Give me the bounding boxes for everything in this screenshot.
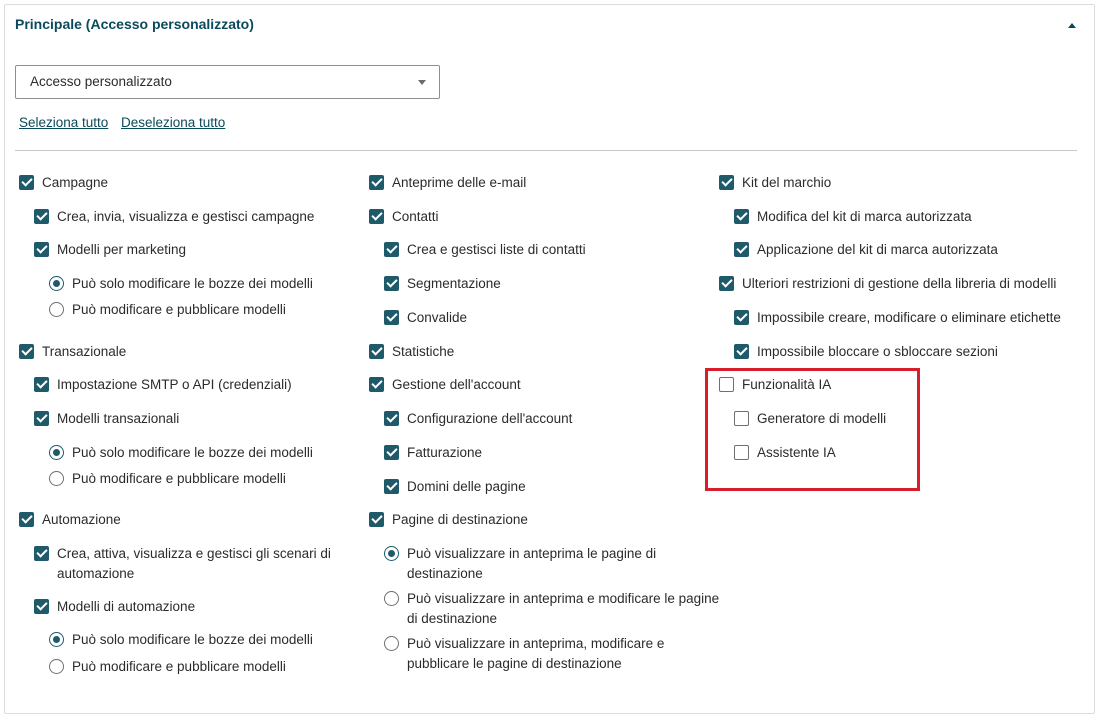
- checkbox-restrizioni[interactable]: [719, 274, 1056, 294]
- radio-pd-visualizzare[interactable]: [384, 544, 656, 584]
- checkbox-label: Modelli di automazione: [57, 599, 196, 614]
- checkbox-checked-icon[interactable]: [369, 512, 384, 527]
- label-line: Crea, attiva, visualizza e gestisci gli scenari di: [57, 546, 331, 561]
- checkbox-label: Impossibile bloccare o sbloccare sezioni: [757, 344, 998, 359]
- radio-ma-pubblicare[interactable]: [49, 657, 286, 677]
- checkbox-kit-modifica[interactable]: [734, 207, 972, 227]
- checkbox-contatti[interactable]: [369, 207, 439, 227]
- checkbox-campagne[interactable]: [19, 173, 108, 193]
- checkbox-label: Modelli per marketing: [57, 242, 187, 257]
- checkbox-convalide[interactable]: [384, 308, 467, 328]
- checkbox-auto-crea[interactable]: [34, 544, 331, 584]
- radio-mm-bozze[interactable]: [49, 274, 313, 294]
- label-line: Può visualizzare in anteprima e modificare le pagine: [407, 591, 720, 606]
- chevron-down-icon: [418, 80, 426, 85]
- checkbox-label: Campagne: [42, 175, 109, 190]
- checkbox-label: Impossibile creare, modificare o eliminare etichette: [757, 310, 1061, 325]
- radio-selected-icon[interactable]: [49, 632, 64, 647]
- checkbox-etichette[interactable]: [734, 308, 1061, 328]
- checkbox-label: Ulteriori restrizioni di gestione della libreria di modelli: [742, 276, 1057, 291]
- checkbox-checked-icon[interactable]: [369, 377, 384, 392]
- access-level-select[interactable]: [15, 65, 440, 99]
- checkbox-label: Crea e gestisci liste di contatti: [407, 242, 586, 257]
- radio-unselected-icon[interactable]: [49, 302, 64, 317]
- checkbox-label: Funzionalità IA: [742, 377, 832, 392]
- checkbox-fatturazione[interactable]: [384, 443, 482, 463]
- deselect-all-link[interactable]: Deseleziona tutto: [121, 115, 226, 130]
- radio-mt-pubblicare[interactable]: [49, 469, 286, 489]
- checkbox-statistiche[interactable]: [369, 342, 454, 362]
- checkbox-sezioni[interactable]: [734, 342, 998, 362]
- checkbox-label: Impostazione SMTP o API (credenziali): [57, 377, 292, 392]
- radio-pd-pubblicare[interactable]: [384, 634, 664, 674]
- radio-unselected-icon[interactable]: [384, 636, 399, 651]
- label-line: Può visualizzare in anteprima le pagine di: [407, 546, 657, 561]
- checkbox-label: Fatturazione: [407, 445, 483, 460]
- checkbox-label: Contatti: [392, 209, 439, 224]
- checkbox-label: Automazione: [42, 512, 121, 527]
- checkbox-checked-icon[interactable]: [19, 344, 34, 359]
- checkbox-domini[interactable]: [384, 477, 526, 497]
- radio-selected-icon[interactable]: [384, 546, 399, 561]
- checkbox-label: Segmentazione: [407, 276, 501, 291]
- radio-mm-pubblicare[interactable]: [49, 300, 286, 320]
- radio-selected-icon[interactable]: [49, 276, 64, 291]
- checkbox-liste[interactable]: [384, 240, 586, 260]
- radio-selected-icon[interactable]: [49, 445, 64, 460]
- checkbox-label: Generatore di modelli: [757, 411, 887, 426]
- radio-mt-bozze[interactable]: [49, 443, 313, 463]
- highlight-box: [705, 368, 920, 491]
- checkbox-modelli-automazione[interactable]: [34, 597, 195, 617]
- checkbox-checked-icon[interactable]: [34, 546, 49, 561]
- checkbox-smtp[interactable]: [34, 375, 292, 395]
- checkbox-label: Configurazione dell'account: [407, 411, 573, 426]
- checkbox-config-account[interactable]: [384, 409, 572, 429]
- checkbox-checked-icon[interactable]: [34, 411, 49, 426]
- checkbox-checked-icon[interactable]: [384, 479, 399, 494]
- radio-label: Può solo modificare le bozze dei modelli: [72, 276, 313, 291]
- checkbox-label: Crea, invia, visualizza e gestisci campagne: [57, 209, 315, 224]
- label-line: pubblicare le pagine di destinazione: [407, 656, 622, 671]
- select-all-link[interactable]: Seleziona tutto: [19, 115, 109, 130]
- label-line: destinazione: [407, 566, 483, 581]
- checkbox-checked-icon[interactable]: [369, 175, 384, 190]
- checkbox-label: Modifica del kit di marca autorizzata: [757, 209, 972, 224]
- radio-unselected-icon[interactable]: [384, 591, 399, 606]
- checkbox-checked-icon[interactable]: [734, 344, 749, 359]
- radio-pd-modificare[interactable]: [384, 589, 719, 629]
- collapse-caret-up-icon[interactable]: [1068, 23, 1076, 28]
- checkbox-modelli-marketing[interactable]: [34, 240, 186, 260]
- checkbox-checked-icon[interactable]: [34, 209, 49, 224]
- checkbox-modelli-transazionali[interactable]: [34, 409, 179, 429]
- checkbox-pagine-dest[interactable]: [369, 510, 528, 530]
- checkbox-label: Domini delle pagine: [407, 479, 526, 494]
- radio-label: Può modificare e pubblicare modelli: [72, 471, 286, 486]
- radio-label: Può modificare e pubblicare modelli: [72, 659, 286, 674]
- divider: [15, 150, 1077, 151]
- radio-label: [407, 589, 719, 629]
- radio-unselected-icon[interactable]: [49, 471, 64, 486]
- radio-ma-bozze[interactable]: [49, 630, 313, 650]
- checkbox-checked-icon[interactable]: [34, 599, 49, 614]
- checkbox-checked-icon[interactable]: [384, 242, 399, 257]
- checkbox-transazionale[interactable]: [19, 342, 126, 362]
- radio-label: Può modificare e pubblicare modelli: [72, 302, 286, 317]
- checkbox-checked-icon[interactable]: [19, 175, 34, 190]
- checkbox-label: Gestione dell'account: [392, 377, 521, 392]
- checkbox-automazione[interactable]: [19, 510, 121, 530]
- radio-label: Può solo modificare le bozze dei modelli: [72, 632, 313, 647]
- radio-label: Può solo modificare le bozze dei modelli: [72, 445, 313, 460]
- label-line: automazione: [57, 566, 135, 581]
- checkbox-kit-applicazione[interactable]: [734, 240, 998, 260]
- checkbox-checked-icon[interactable]: [384, 445, 399, 460]
- checkbox-checked-icon[interactable]: [734, 209, 749, 224]
- section-title[interactable]: Principale (Accesso personalizzato): [15, 16, 254, 32]
- access-level-value: Accesso personalizzato: [30, 74, 172, 89]
- label-line: di destinazione: [407, 611, 498, 626]
- checkbox-label: Assistente IA: [757, 445, 836, 460]
- checkbox-label: Pagine di destinazione: [392, 512, 528, 527]
- radio-label: [407, 544, 656, 584]
- checkbox-anteprime[interactable]: [369, 173, 526, 193]
- checkbox-label: Transazionale: [42, 344, 127, 359]
- checkbox-checked-icon[interactable]: [384, 310, 399, 325]
- label-line: Può visualizzare in anteprima, modificare e: [407, 636, 665, 651]
- checkbox-checked-icon[interactable]: [369, 209, 384, 224]
- checkbox-label: Applicazione del kit di marca autorizzata: [757, 242, 998, 257]
- checkbox-checked-icon[interactable]: [384, 276, 399, 291]
- checkbox-checked-icon[interactable]: [734, 242, 749, 257]
- checkbox-label: Anteprime delle e-mail: [392, 175, 527, 190]
- checkbox-checked-icon[interactable]: [19, 512, 34, 527]
- checkbox-label: Kit del marchio: [742, 175, 832, 190]
- checkbox-label: [57, 544, 331, 584]
- checkbox-gestione-account[interactable]: [369, 375, 521, 395]
- checkbox-checked-icon[interactable]: [384, 411, 399, 426]
- checkbox-campagne-crea[interactable]: [34, 207, 314, 227]
- checkbox-checked-icon[interactable]: [34, 242, 49, 257]
- checkbox-checked-icon[interactable]: [369, 344, 384, 359]
- radio-label: [407, 634, 664, 674]
- checkbox-kit-marchio[interactable]: [719, 173, 831, 193]
- radio-unselected-icon[interactable]: [49, 659, 64, 674]
- checkbox-checked-icon[interactable]: [34, 377, 49, 392]
- checkbox-label: Modelli transazionali: [57, 411, 180, 426]
- checkbox-checked-icon[interactable]: [719, 175, 734, 190]
- checkbox-checked-icon[interactable]: [719, 276, 734, 291]
- checkbox-label: Statistiche: [392, 344, 455, 359]
- checkbox-checked-icon[interactable]: [734, 310, 749, 325]
- checkbox-label: Convalide: [407, 310, 468, 325]
- checkbox-segmentazione[interactable]: [384, 274, 501, 294]
